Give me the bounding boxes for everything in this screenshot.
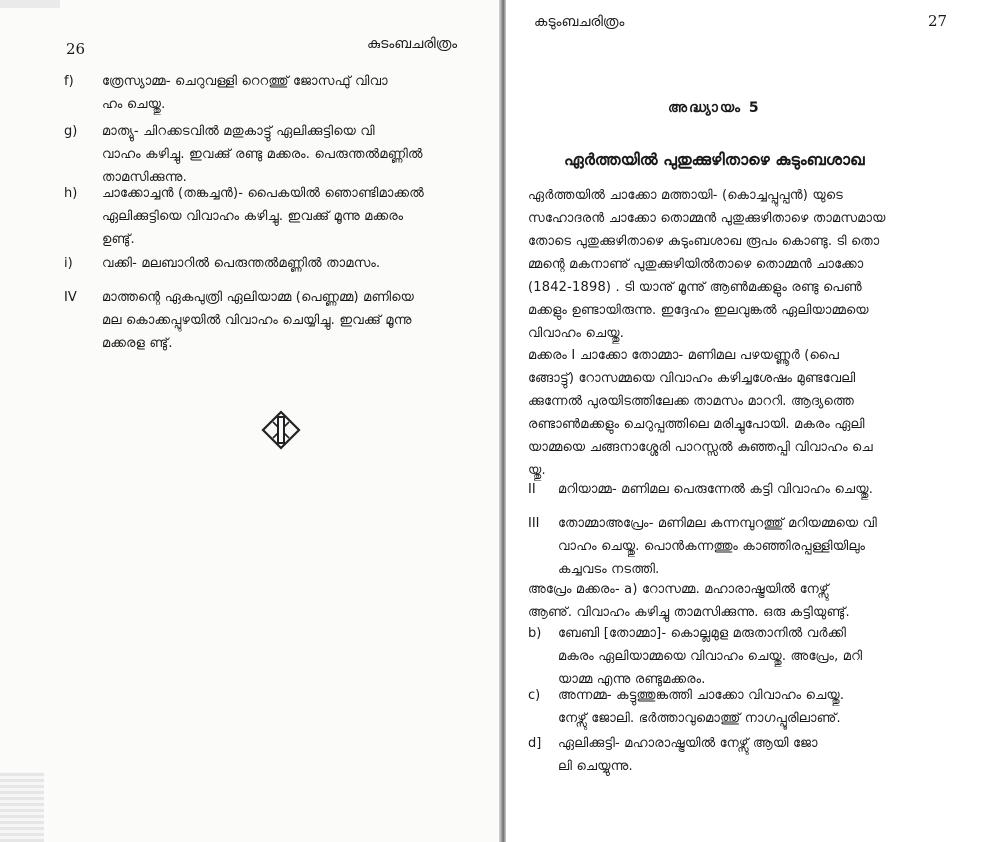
children-paragraph: മക്കരം I ചാക്കോ തോമ്മാ- മണിമല പഴയണ്ണൂർ (പൈ ങ്ങോട്ടു്) റോസമ്മയെ വിവാഹം കഴിച്ചശേഷം മുണ്ടവേലി ക്കുന്നേൽ പുരയിടത്തിലേക്ക താമസം മാററി. ആദ്യത്തെ രണ്ടാൺമക്കളും ചെറുപ്പത്തിലെ മരിച്ചുപോയി. മകരം ഏലി യാമ്മയെ ചങ്ങനാശ്ശേരി പാറസ്സൽ കുഞ്ഞപ്പി വിവാഹം ചെ യ്തു. [528, 348, 873, 478]
list-item [528, 512, 978, 582]
item-text: മാത്തന്റെ ഏകപുത്രി ഏലിയാമ്മ (പെണ്ണമ്മ) മണിയെ മല കൊക്കപ്പുഴയിൽ വിവാഹം ചെയ്യിച്ചു. ഇവക്കു് മൂന്നു മക്കരള ണ്ടു്. [102, 290, 414, 351]
list-item [528, 732, 978, 778]
list-item [64, 286, 484, 356]
book-gutter [499, 0, 506, 842]
item-text: ഏലിക്കുട്ടി- മഹാരാഷ്ട്രയിൽ നേഴ്സു് ആയി ജോ ലി ചെയ്യുന്നു. [558, 736, 818, 774]
item-label: f) [64, 74, 74, 89]
list-item [528, 684, 978, 730]
item-text: ത്രേസ്യാമ്മ- ചെറുവള്ളി റെറത്തു് ജോസഫു് വിവാ ഹം ചെയ്തു. [102, 74, 388, 112]
item-text: ബേബി [തോമ്മാ]- കൊല്ലമുള മരുതാനിൽ വർക്കി മകരം ഏലിയാമ്മയെ വിവാഹം ചെയ്തു. അപ്രേം, മറി യാമ്മ എന്നു രണ്ടുമക്കരം. [558, 626, 863, 687]
item-text: മറിയാമ്മ- മണിമല പെരുന്നേൽ കട്ടി വിവാഹം ചെയ്തു. [558, 482, 874, 497]
item-text: തോമ്മാഅപ്രേം- മണിമല കന്നമ്പുറത്തു് മറിയമ്മയെ വി വാഹം ചെയ്തു. പൊൻകന്നത്തും കാഞ്ഞിരപ്പള്ളിയിലും കച്ചവടം നടത്തി. [558, 516, 877, 577]
ornament-icon [259, 408, 303, 452]
page-number: 27 [928, 12, 948, 30]
left-page [0, 0, 499, 842]
list-item [528, 478, 978, 502]
item-text: വക്കി- മലബാറിൽ പെരുന്തൽമണ്ണിൽ താമസം. [102, 256, 381, 271]
list-item [64, 182, 484, 252]
page-number: 26 [66, 40, 86, 58]
item-label: g) [64, 124, 78, 139]
list-item [528, 622, 978, 692]
right-page [506, 0, 1000, 842]
item-label: III [528, 516, 540, 531]
intro-paragraph: ഏർത്തയിൽ ചാക്കോ മത്തായി- (കൊച്ചപ്പുപ്പൻ) യുടെ സഹോദരൻ ചാക്കോ തൊമ്മൻ പുതുക്കുഴിതാഴെ താമസമായ തോടെ പുതുക്കുഴിതാഴെ കുടുംബശാഖ രൂപം കൊണ്ടു. ടി തൊ മ്മന്റെ മകനാണു് പുതുക്കുഴിയിൽതാഴെ തൊമ്മൻ ചാക്കോ (1842-1898) . ടി യാനു് മൂന്നു് ആൺമക്കളും രണ്ടു പെൺ മക്കളും ഉണ്ടായിരുന്നു. ഇദ്ദേഹം ഇലവുങ്കൽ ഏലിയാമ്മയെ വിവാഹം ചെയ്തു. [528, 188, 886, 341]
section-title: ഏർത്തയിൽ പുതുക്കുഴിതാഴെ കുടുംബശാഖ [564, 150, 865, 169]
item-label: b) [528, 626, 542, 641]
item-text: മാത്യു- ചിറക്കടവിൽ മതുകാട്ടു് ഏലിക്കുട്ടിയെ വി വാഹം കഴിച്ചു. ഇവക്കു് രണ്ടു മക്കരം. പെരുന്തൽമണ്ണിൽ താമസിക്കുന്നു. [102, 124, 423, 185]
item-label: II [528, 482, 536, 497]
running-head: കുടംബചരിത്രം [367, 36, 458, 52]
item-text: ചാക്കോച്ചൻ (തങ്കച്ചൻ)- പൈകയിൽ ഞൊണ്ടിമാക്കൽ ഏലിക്കുട്ടിയെ വിവാഹം കഴിച്ചു. ഇവക്കു് മൂന്നു മക്കരം ഉണ്ടു്. [102, 186, 424, 247]
list-item [64, 70, 484, 116]
item-label: IV [64, 290, 77, 305]
aprem-children-paragraph: അപ്രേം മക്കരം- a) റോസമ്മ. മഹാരാഷ്ട്രയിൽ നേഴ്സു് ആണു്. വിവാഹം കഴിച്ചു താമസിക്കുന്നു. ഒരു കട്ടിയുണ്ടു്. [528, 582, 850, 620]
running-head: കടുംബചരിത്രം [534, 14, 625, 30]
scan-artifact [0, 772, 44, 842]
item-text: അന്നമ്മ- കട്ടുത്തുങ്കത്തി ചാക്കോ വിവാഹം ചെയ്തു. നേഴ്സു് ജോലി. ഭർത്താവുമൊത്തു് നാഗപ്പൂരിലാണു്. [558, 688, 845, 726]
list-item [64, 252, 484, 276]
chapter-heading: അദ്ധ്യായം 5 [668, 100, 761, 116]
list-item [64, 120, 484, 190]
item-label: d] [528, 736, 542, 751]
paper-scrap [0, 0, 60, 8]
item-label: c) [528, 688, 541, 703]
item-label: h) [64, 186, 78, 201]
item-label: i) [64, 256, 73, 271]
